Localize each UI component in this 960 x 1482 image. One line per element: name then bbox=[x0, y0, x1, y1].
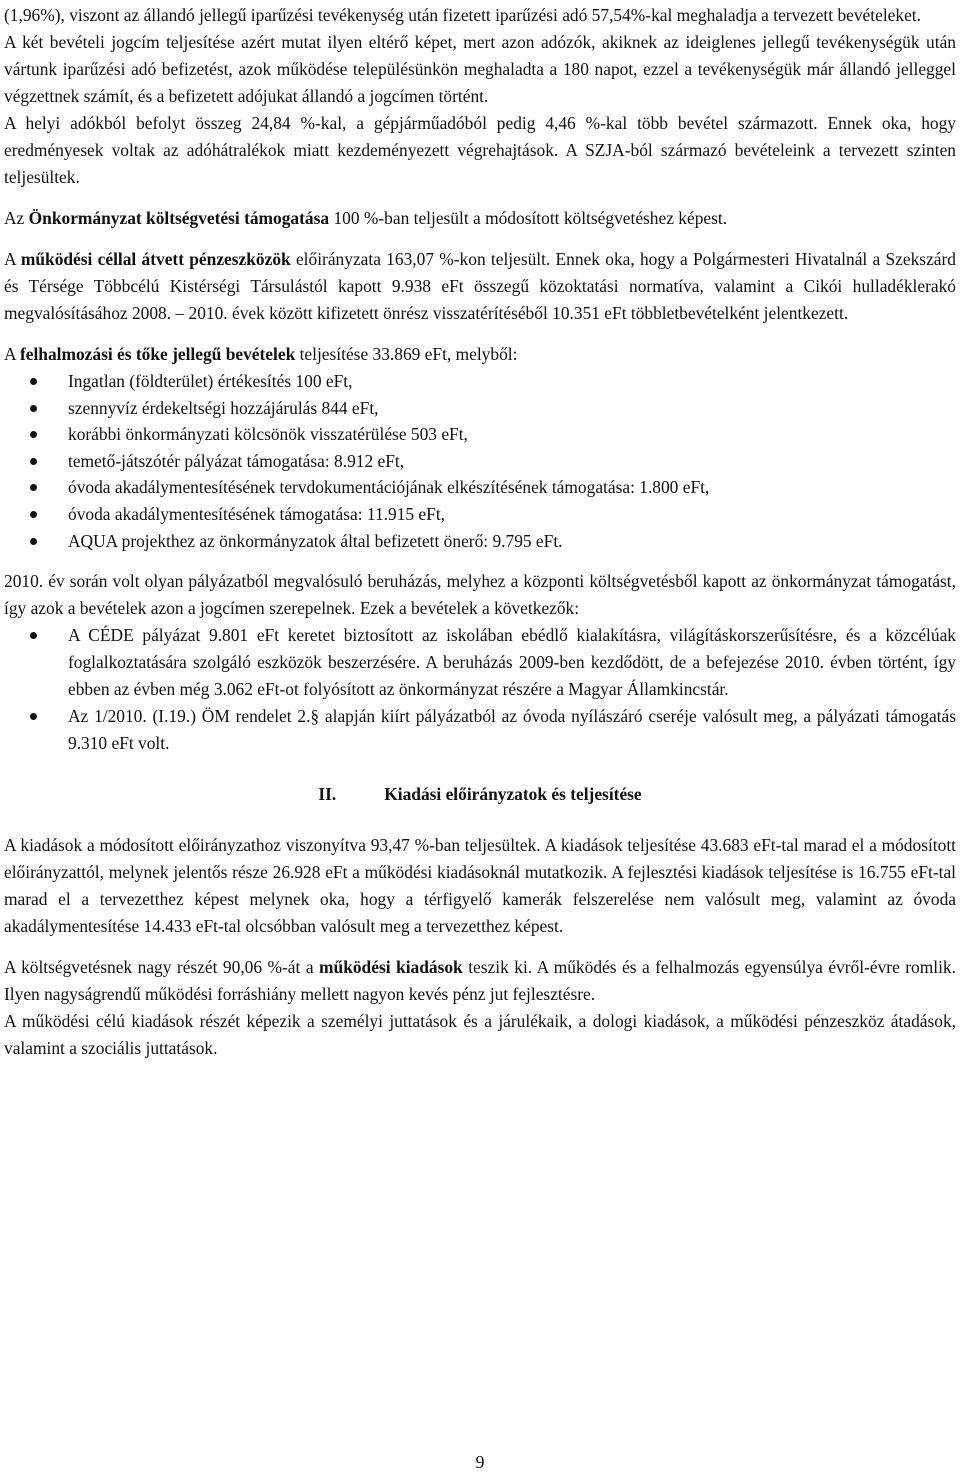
list-item: temető-játszótér pályázat támogatása: 8.912 eFt, bbox=[4, 448, 956, 475]
paragraph-operating-funds bbox=[4, 246, 956, 327]
text-run: 100 %-ban teljesült a módosított költségvetéshez képest. bbox=[329, 208, 728, 228]
document-page bbox=[4, 2, 956, 1062]
text-run: előirányzata 163,07 %-kon teljesült. Ennek oka, hogy a Polgármesteri Hivatalnál a Szekszárd és Térsége Többcélú Kistérségi Társulástól kapott 9.938 eFt összegű közoktatási normatíva, valamint a Cikói hulladéklerakó megvalósításához 2008. – 2010. évek között kifizetett önrész visszatérítéséből 10.351 eFt többletbevételként jelentkezett. bbox=[4, 249, 956, 323]
paragraph-grant-projects: 2010. év során volt olyan pályázatból megvalósuló beruházás, melyhez a központi költségvetésből kapott az önkormányzat támogatást, így azok a bevételek azon a jogcímen szerepelnek. Ezek a bevételek a következők: bbox=[4, 571, 956, 619]
section-heading bbox=[4, 781, 956, 808]
text-run: Az bbox=[4, 208, 29, 228]
bold-term: működési kiadások bbox=[319, 957, 463, 978]
page-number: 9 bbox=[475, 1452, 485, 1472]
list-item: AQUA projekthez az önkormányzatok által befizetett önerő: 9.795 eFt. bbox=[4, 528, 956, 555]
list-item: A CÉDE pályázat 9.801 eFt keretet biztosított az iskolában ebédlő kialakításra, világításkorszerűsítésre, és a közcélúak foglalkoztatására szolgáló eszközök beszerzésére. A beruházás 2009-ben kezdődött, de a befejezése 2010. évben történt, így ebben az évben még 3.062 eFt-ot folyósított az önkormányzat részére a Magyar Államkincstár. bbox=[4, 622, 956, 703]
paragraph-budget-support bbox=[4, 205, 956, 232]
bold-term: működési céllal átvett pénzeszközök bbox=[20, 249, 291, 269]
text-run: teljesítése 33.869 eFt, melyből: bbox=[295, 344, 518, 364]
paragraph-capital-revenue bbox=[4, 341, 956, 368]
paragraph-expenditure-overview: A kiadások a módosított előirányzathoz viszonyítva 93,47 %-ban teljesültek. A kiadások teljesítése 43.683 eFt-tal marad el a módosított előirányzattól, melynek jelentős része 26.928 eFt a működési kiadásoknál mutatkozik. A fejlesztési kiadások teljesítése is 16.755 eFt-tal marad el a tervezetthez képest melynek oka, hogy a térfigyelő kamerák felszerelése nem valósult meg, valamint az óvoda akadálymentesítése 14.433 eFt-tal olcsóbban valósult meg a tervezetthez képest. bbox=[4, 835, 956, 937]
paragraph-local-taxes: A helyi adókból befolyt összeg 24,84 %-kal, a gépjárműadóból pedig 4,46 %-kal több bevétel származott. Ennek oka, hogy eredményesek voltak az adóhátralékok miatt kezdeményezett végrehajtások. A SZJA-ból származó bevételeink a tervezett szinten teljesültek. bbox=[4, 113, 956, 187]
text-run: A bbox=[4, 249, 21, 269]
list-item: óvoda akadálymentesítésének tervdokumentációjának elkészítésének támogatása: 1.800 eFt, bbox=[4, 474, 956, 501]
paragraph-expense-components: A működési célú kiadások részét képezik a személyi juttatások és a járulékaik, a dologi kiadások, a működési pénzeszköz átadások, valamint a szociális juttatások. bbox=[4, 1011, 956, 1059]
bold-term: felhalmozási és tőke jellegű bevételek bbox=[19, 344, 296, 364]
list-item: Ingatlan (földterület) értékesítés 100 eFt, bbox=[4, 368, 956, 395]
text-run: teszik ki. A működés és a felhalmozás egyensúlya évről-évre romlik. Ilyen nagyságrendű működési forráshiány mellett nagyon kevés pénz jut fejlesztésre. bbox=[4, 957, 956, 1005]
paragraph-revenue-explanation: A két bevételi jogcím teljesítése azért mutat ilyen eltérő képet, mert azon adózók, akiknek az ideiglenes jellegű tevékenységük után vártunk iparűzési adó befizetést, azok működése településünkön meghaladta a 180 napot, ezzel a tevékenységük már állandó jelleggel végzettnek számít, és a befizetett adójukat állandó a jogcímen történt. bbox=[4, 32, 956, 106]
list-item: Az 1/2010. (I.19.) ÖM rendelet 2.§ alapján kiírt pályázatból az óvoda nyílászáró cseréje valósult meg, a pályázati támogatás 9.310 eFt volt. bbox=[4, 703, 956, 757]
paragraph-operating-expenses bbox=[4, 954, 956, 1008]
grant-projects-list bbox=[4, 622, 956, 757]
list-item: korábbi önkormányzati kölcsönök visszatérülése 503 eFt, bbox=[4, 421, 956, 448]
section-number: II. bbox=[318, 784, 337, 805]
text-run: A költségvetésnek nagy részét 90,06 %-át a bbox=[4, 957, 320, 978]
bold-term: Önkormányzat költségvetési támogatása bbox=[28, 208, 330, 228]
section-title: Kiadási előirányzatok és teljesítése bbox=[384, 784, 642, 805]
list-item: szennyvíz érdekeltségi hozzájárulás 844 eFt, bbox=[4, 395, 956, 422]
text-run: A bbox=[4, 344, 20, 364]
capital-revenue-list bbox=[4, 368, 956, 554]
paragraph-business-tax: (1,96%), viszont az állandó jellegű iparűzési tevékenység után fizetett iparűzési adó 57,54%-kal meghaladja a tervezett bevételeket. bbox=[4, 5, 921, 25]
list-item: óvoda akadálymentesítésének támogatása: 11.915 eFt, bbox=[4, 501, 956, 528]
